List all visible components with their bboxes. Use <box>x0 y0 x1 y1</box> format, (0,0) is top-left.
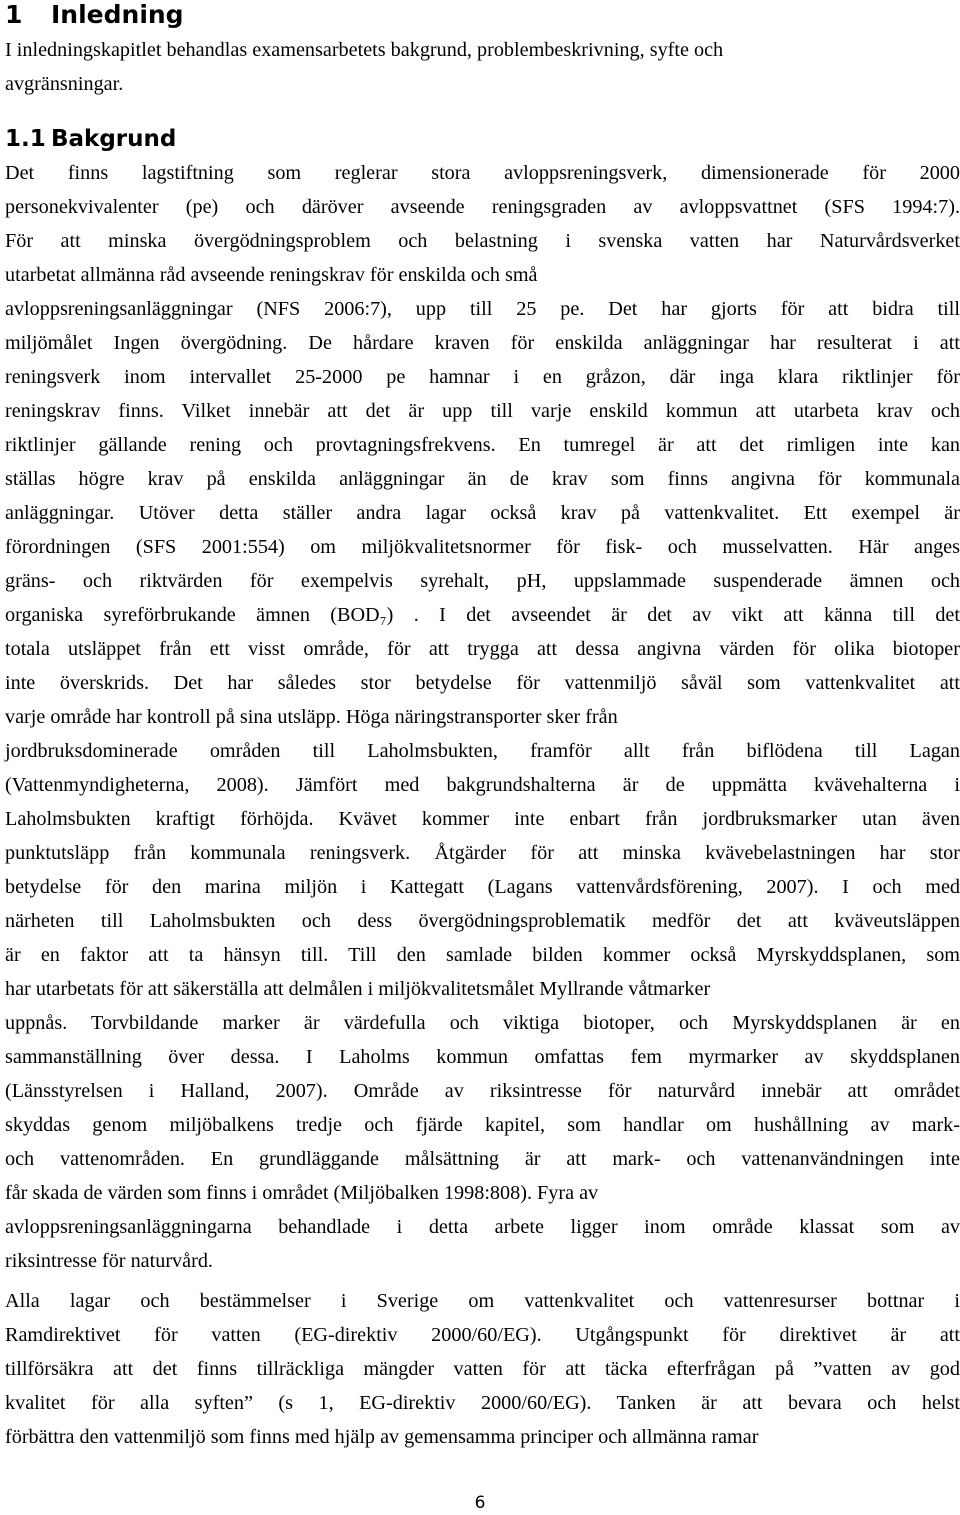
text-line: anläggningar. Utöver detta ställer andra lagar också krav på vattenkvalitet. Ett exempel är <box>5 502 960 524</box>
text-line: reningsverk inom intervallet 25-2000 pe hamnar i en gråzon, där inga klara riktlinjer för <box>5 366 960 388</box>
directive-paragraph <box>5 1284 960 1454</box>
text-line: riksintresse för naturvård. <box>5 1250 213 1272</box>
text-line: kvalitet för alla syften” (s 1, EG-direktiv 2000/60/EG). Tanken är att bevara och helst <box>5 1392 960 1414</box>
text-line: reningskrav finns. Vilket innebär att det är upp till varje enskild kommun att utarbeta krav och <box>5 400 960 422</box>
text-line: totala utsläppet från ett visst område, för att trygga att dessa angivna värden för olika biotoper <box>5 638 960 660</box>
text-line: ställas högre krav på enskilda anläggningar än de krav som finns angivna för kommunala <box>5 468 960 490</box>
text-line: är en faktor att ta hänsyn till. Till den samlade bilden kommer också Myrskyddsplanen, som <box>5 944 960 966</box>
section-title: Bakgrund <box>51 126 177 152</box>
text-line: förbättra den vattenmiljö som finns med hjälp av gemensamma principer och allmänna ramar <box>5 1426 759 1448</box>
text-line: utarbetat allmänna råd avseende reningskrav för enskilda och små <box>5 264 538 286</box>
text-line: avloppsreningsanläggningarna behandlade i detta arbete ligger inom område klassat som av <box>5 1216 960 1238</box>
intro-paragraph <box>5 33 960 101</box>
text-line: tillförsäkra att det finns tillräckliga mängder vatten för att täcka efterfrågan på ”vatten av god <box>5 1358 960 1380</box>
text-line: närheten till Laholmsbukten och dess övergödningsproblematik medför det att kväveutsläppen <box>5 910 960 932</box>
text-line: uppnås. Torvbildande marker är värdefulla och viktiga biotoper, och Myrskyddsplanen är en <box>5 1012 960 1034</box>
text-line: Det finns lagstiftning som reglerar stora avloppsreningsverk, dimensionerade för 2000 <box>5 162 960 184</box>
text-line: avloppsreningsanläggningar (NFS 2006:7), upp till 25 pe. Det har gjorts för att bidra till <box>5 298 960 320</box>
section-number: 1.1 <box>5 126 46 152</box>
chapter-title: Inledning <box>51 0 184 29</box>
section-heading <box>5 124 176 154</box>
chapter-number: 1 <box>5 0 23 29</box>
text-line: personekvivalenter (pe) och däröver avseende reningsgraden av avloppsvattnet (SFS 1994:7). <box>5 196 960 218</box>
text-line: inte överskrids. Det har således stor betydelse för vattenmiljö såväl som vattenkvalitet att <box>5 672 960 694</box>
text-line: riktlinjer gällande rening och provtagningsfrekvens. En tumregel är att det rimligen inte kan <box>5 434 960 456</box>
text-line: För att minska övergödningsproblem och belastning i svenska vatten har Naturvårdsverket <box>5 230 960 252</box>
text-line: Laholmsbukten kraftigt förhöjda. Kvävet kommer inte enbart från jordbruksmarker utan även <box>5 808 960 830</box>
text-line: I inledningskapitlet behandlas examensarbetets bakgrund, problembeskrivning, syfte och <box>5 39 724 61</box>
text-line: avgränsningar. <box>5 73 124 95</box>
text-line: har utarbetats för att säkerställa att delmålen i miljökvalitetsmålet Myllrande våtmarker <box>5 978 711 1000</box>
text-line: Ramdirektivet för vatten (EG-direktiv 2000/60/EG). Utgångspunkt för direktivet är att <box>5 1324 960 1346</box>
text-line: jordbruksdominerade områden till Laholmsbukten, framför allt från biflödena till Lagan <box>5 740 960 762</box>
text-line: punktutsläpp från kommunala reningsverk. Åtgärder för att minska kvävebelastningen har stor <box>5 842 960 864</box>
text-line: gräns- och riktvärden för exempelvis syrehalt, pH, uppslammade suspenderade ämnen och <box>5 570 960 592</box>
background-paragraph <box>5 156 960 1278</box>
chapter-heading <box>5 0 184 30</box>
text-line: varje område har kontroll på sina utsläpp. Höga näringstransporter sker från <box>5 706 618 728</box>
text-line: skyddas genom miljöbalkens tredje och fjärde kapitel, som handlar om hushållning av mark- <box>5 1114 960 1136</box>
text-line: (Vattenmyndigheterna, 2008). Jämfört med bakgrundshalterna är de uppmätta kvävehalterna i <box>5 774 960 796</box>
text-line: får skada de värden som finns i området (Miljöbalken 1998:808). Fyra av <box>5 1182 599 1204</box>
text-line: organiska syreförbrukande ämnen (BOD₇) . I det avseendet är det av vikt att känna till det <box>5 604 960 626</box>
text-line: miljömålet Ingen övergödning. De hårdare kraven för enskilda anläggningar har resulterat i att <box>5 332 960 354</box>
text-line: förordningen (SFS 2001:554) om miljökvalitetsnormer för fisk- och musselvatten. Här anges <box>5 536 960 558</box>
text-line: betydelse för den marina miljön i Kattegatt (Lagans vattenvårdsförening, 2007). I och med <box>5 876 960 898</box>
text-line: och vattenområden. En grundläggande målsättning är att mark- och vattenanvändningen inte <box>5 1148 960 1170</box>
text-line: Alla lagar och bestämmelser i Sverige om vattenkvalitet och vattenresurser bottnar i <box>5 1290 960 1312</box>
text-line: (Länsstyrelsen i Halland, 2007). Område av riksintresse för naturvård innebär att området <box>5 1080 960 1102</box>
text-line: sammanställning över dessa. I Laholms kommun omfattas fem myrmarker av skyddsplanen <box>5 1046 960 1068</box>
page-number: 6 <box>474 1493 486 1513</box>
